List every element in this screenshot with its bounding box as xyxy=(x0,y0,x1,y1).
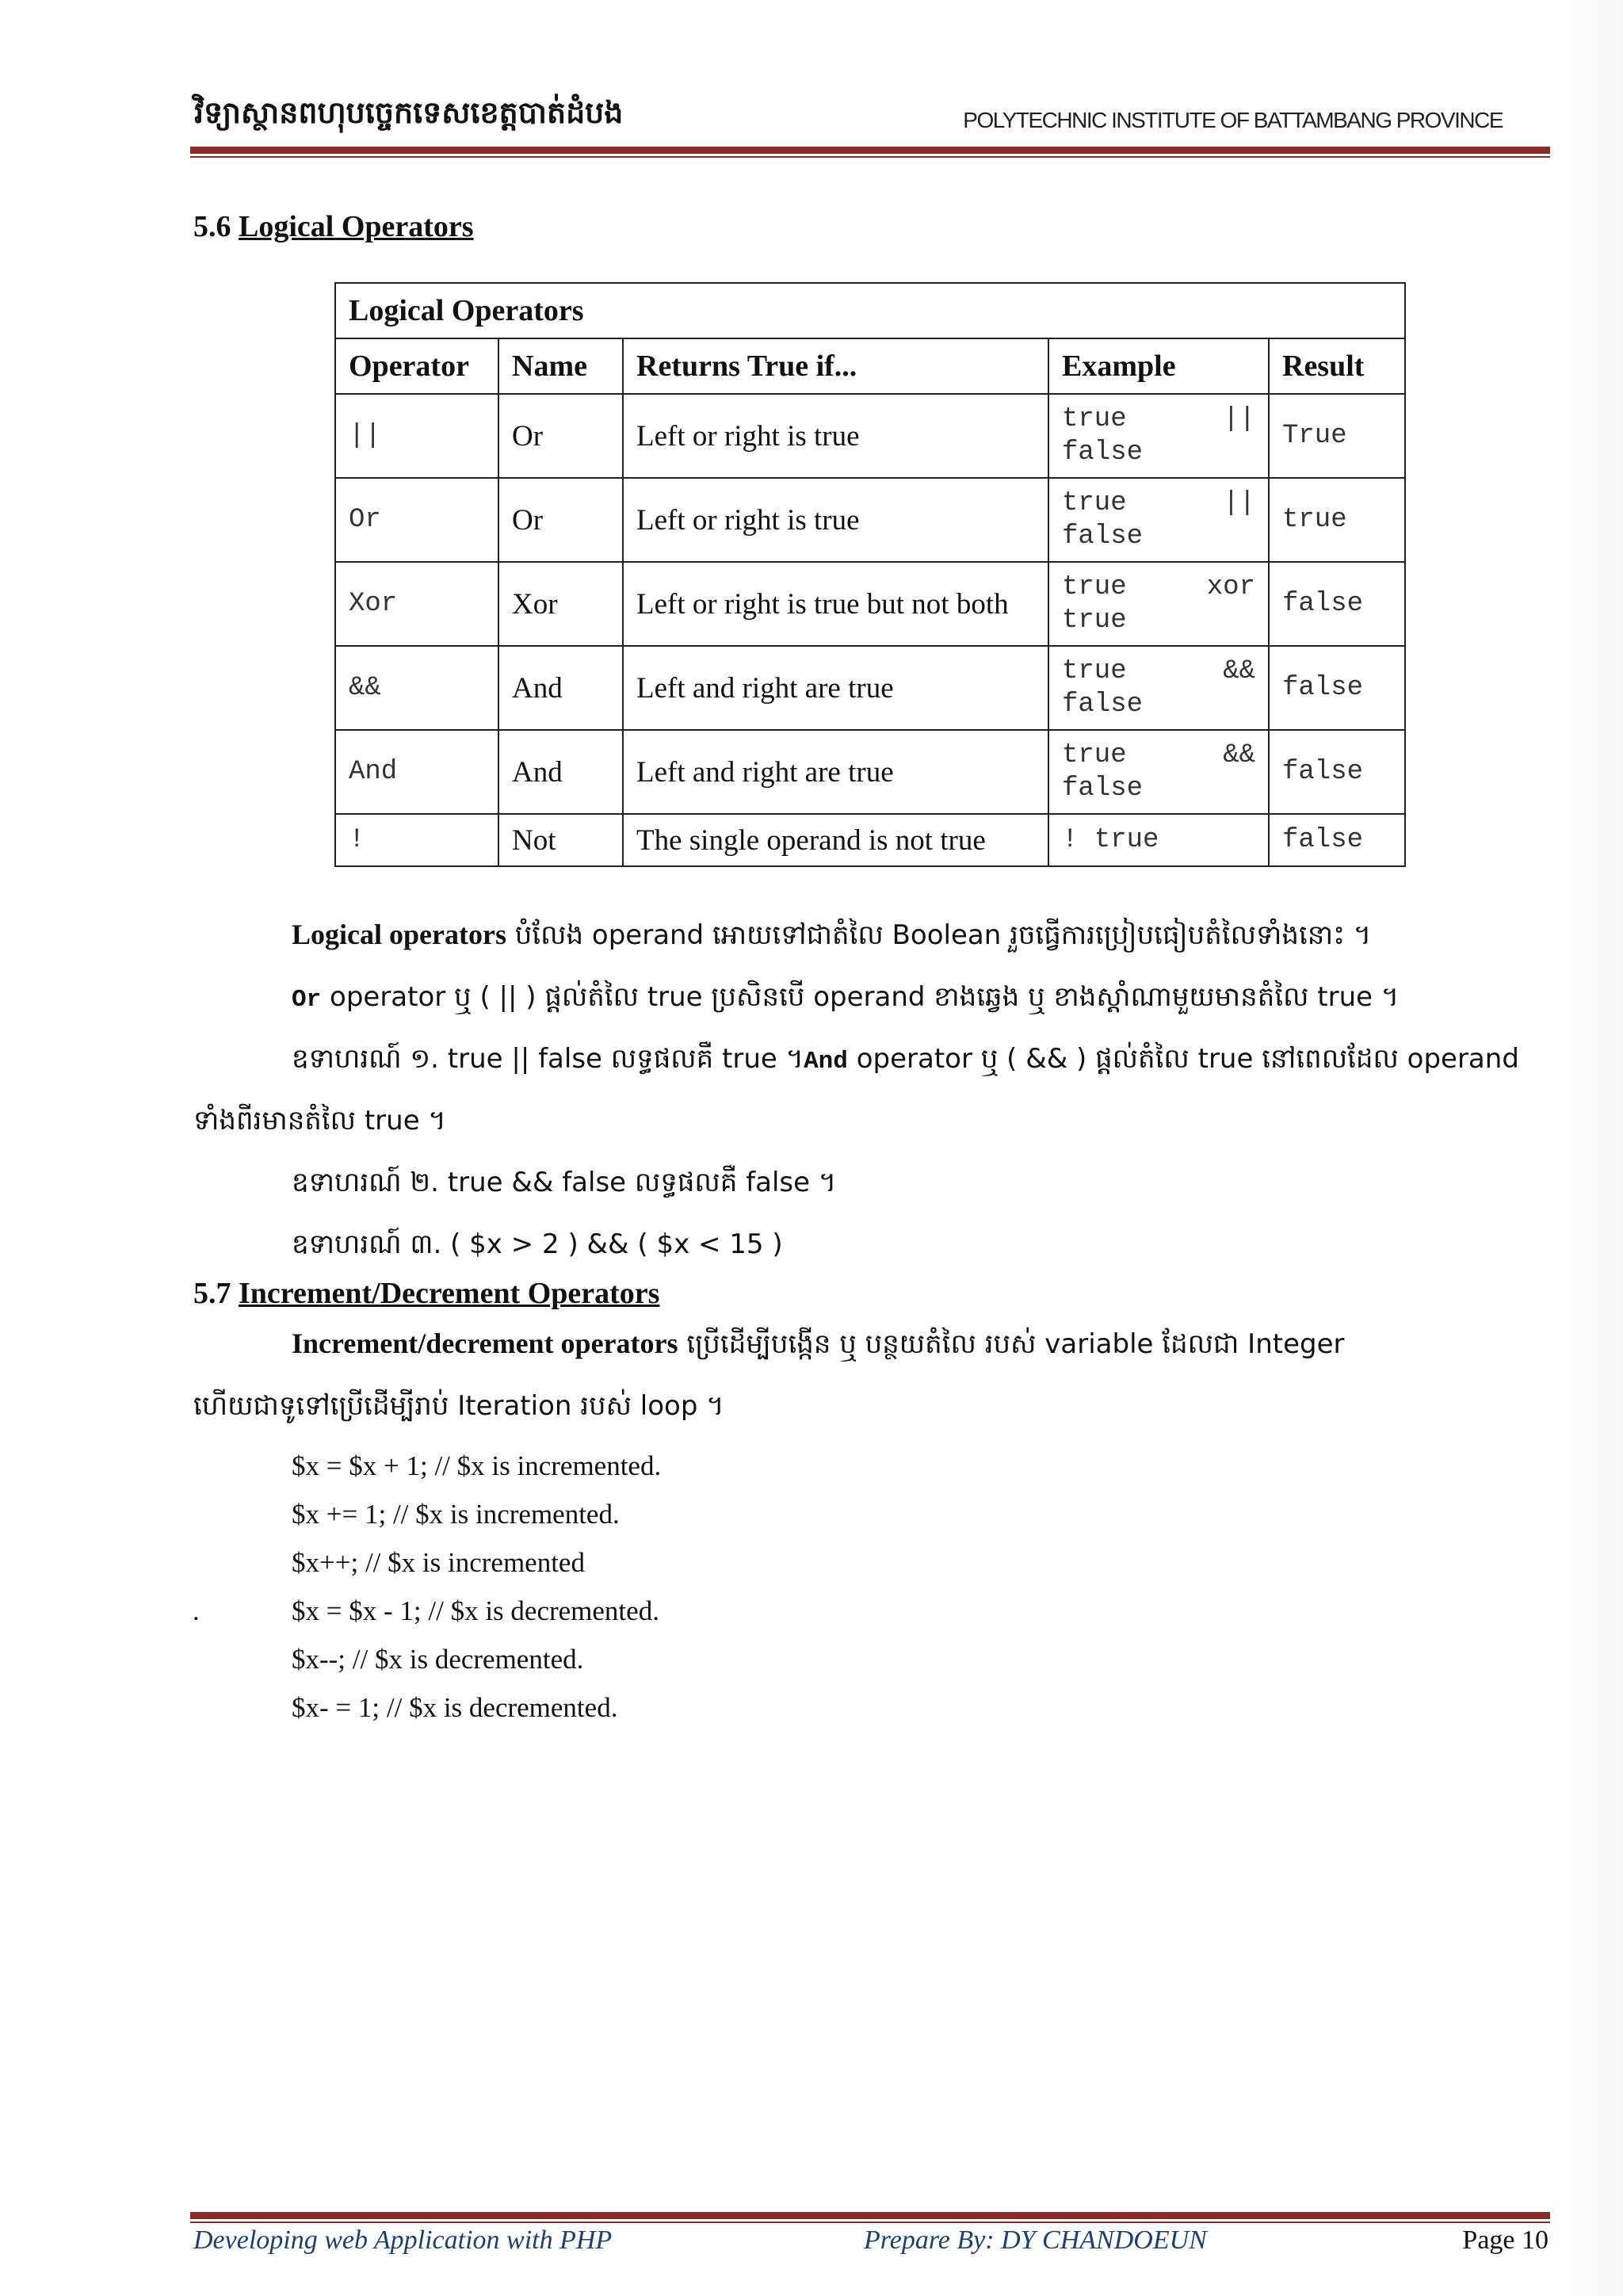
example-left: true xyxy=(1062,572,1127,602)
code-term: And xyxy=(804,1048,848,1075)
cell-result: false xyxy=(1269,730,1405,814)
code-line: $x--; // $x is decremented. xyxy=(292,1644,584,1675)
example-right: false xyxy=(1062,690,1144,720)
code-term: Or xyxy=(292,986,322,1014)
cell-result: false xyxy=(1269,646,1405,730)
cell-returns: Left or right is true xyxy=(623,478,1048,562)
table-header-row xyxy=(335,338,1405,394)
page-number: Page 10 xyxy=(1462,2225,1549,2255)
paragraph-text: operator ឬ ( && ) ផ្តល់តំលៃ true នៅពេលដែល operand xyxy=(847,1043,1519,1075)
example-right: true xyxy=(1062,606,1127,636)
section-number: 5.6 xyxy=(193,210,231,243)
paragraph-text: បំលែង operand អោយទៅជាតំលៃ Boolean រួចធ្វើការប្រៀបធៀបតំលៃទាំងនោះ ។ xyxy=(506,919,1372,951)
cell-returns: The single operand is not true xyxy=(623,814,1048,866)
example-left: true xyxy=(1062,488,1127,518)
table-row xyxy=(335,646,1405,730)
bold-term: Increment/decrement operators xyxy=(292,1328,678,1359)
cell-example xyxy=(1048,394,1269,478)
col-header: Operator xyxy=(335,338,498,394)
paragraph-text: operator ឬ ( || ) ផ្តល់តំលៃ true ប្រសិនបើ operand ខាងឆ្វេង ឬ ខាងស្តាំណាមួយមានតំលៃ true ។ xyxy=(321,981,1400,1013)
paragraph-example-2: ឧទាហរណ៍ ២. true && false លទ្ធផលគឺ false ។ xyxy=(292,1167,837,1198)
cell-example: ! true xyxy=(1048,814,1269,866)
scan-shading xyxy=(1552,0,1623,2296)
code-line: $x- = 1; // $x is decremented. xyxy=(292,1692,618,1723)
cell-operator: And xyxy=(335,730,498,814)
example-left: true xyxy=(1062,656,1127,686)
section-5-7-heading xyxy=(193,1276,659,1311)
cell-name: And xyxy=(498,730,623,814)
col-header: Result xyxy=(1269,338,1405,394)
paragraph-continuation: ហើយជាទូទៅប្រើដើម្បីរាប់ Iteration របស់ loop ។ xyxy=(193,1390,724,1422)
section-5-6-heading xyxy=(193,209,474,244)
header-khmer-title: វិទ្យាស្ថានពហុបច្ចេកទេសខេត្តបាត់ដំបង xyxy=(194,95,624,130)
example-op: xor xyxy=(1206,572,1255,602)
example-op: && xyxy=(1223,656,1255,686)
footer-course-title: Developing web Application with PHP xyxy=(193,2225,613,2255)
cell-example xyxy=(1048,562,1269,646)
paragraph-increment xyxy=(292,1327,1344,1366)
cell-operator: Xor xyxy=(335,562,498,646)
table-row xyxy=(335,394,1405,478)
header-rule-thin xyxy=(190,156,1550,158)
cell-returns: Left and right are true xyxy=(623,730,1048,814)
table-caption: Logical Operators xyxy=(335,283,1405,338)
example-right: false xyxy=(1062,774,1144,804)
logical-operators-table xyxy=(334,282,1406,867)
cell-name: Not xyxy=(498,814,623,866)
footer-rule xyxy=(190,2212,1550,2219)
cell-result: false xyxy=(1269,562,1405,646)
cell-example xyxy=(1048,730,1269,814)
cell-operator: || xyxy=(335,394,498,478)
page-header xyxy=(194,94,1550,149)
cell-result: true xyxy=(1269,478,1405,562)
example-left: true xyxy=(1062,740,1127,770)
cell-result: false xyxy=(1269,814,1405,866)
cell-operator: Or xyxy=(335,478,498,562)
paragraph-logical-operators xyxy=(292,918,1371,957)
code-line: $x = $x - 1; // $x is decremented. xyxy=(292,1595,659,1626)
table-row xyxy=(335,730,1405,814)
paragraph-example-1 xyxy=(292,1041,1519,1081)
paragraph-continuation: ទាំងពីរមានតំលៃ true ។ xyxy=(193,1105,446,1137)
section-number: 5.7 xyxy=(193,1277,231,1310)
section-title: Logical Operators xyxy=(239,210,474,243)
code-line: $x++; // $x is incremented xyxy=(292,1547,585,1578)
footer-author: Prepare By: DY CHANDOEUN xyxy=(864,2225,1207,2255)
table-row xyxy=(335,478,1405,562)
cell-example xyxy=(1048,478,1269,562)
cell-operator: && xyxy=(335,646,498,730)
col-header: Example xyxy=(1048,338,1269,394)
section-title: Increment/Decrement Operators xyxy=(239,1277,660,1310)
header-english-title: POLYTECHNIC INSTITUTE OF BATTAMBANG PROVINCE xyxy=(963,108,1503,132)
table-row xyxy=(335,562,1405,646)
col-header: Returns True if... xyxy=(623,338,1048,394)
header-rule xyxy=(190,147,1550,154)
cell-name: And xyxy=(498,646,623,730)
table-row xyxy=(335,814,1405,866)
cell-returns: Left or right is true but not both xyxy=(623,562,1048,646)
cell-returns: Left and right are true xyxy=(623,646,1048,730)
paragraph-text: ប្រើដើម្បីបង្កើន ឬ បន្ថយតំលៃ របស់ variable ដែលជា Integer xyxy=(678,1328,1345,1360)
example-left: true xyxy=(1062,404,1127,434)
example-right: false xyxy=(1062,521,1144,552)
cell-returns: Left or right is true xyxy=(623,394,1048,478)
cell-name: Xor xyxy=(498,562,623,646)
paragraph-text: ឧទាហរណ៍ ១. true || false លទ្ធផលគឺ true ។ xyxy=(292,1043,804,1075)
cell-name: Or xyxy=(498,478,623,562)
cell-name: Or xyxy=(498,394,623,478)
example-op: || xyxy=(1223,488,1255,518)
paragraph-example-3: ឧទាហរណ៍ ៣. ( $x > 2 ) && ( $x < 15 ) xyxy=(292,1228,783,1260)
footer-rule-thin xyxy=(190,2222,1550,2223)
example-op: && xyxy=(1223,740,1255,770)
code-line: $x = $x + 1; // $x is incremented. xyxy=(292,1450,662,1481)
bold-term: Logical operators xyxy=(292,919,506,950)
col-header: Name xyxy=(498,338,623,394)
cell-example xyxy=(1048,646,1269,730)
stray-dot: . xyxy=(193,1595,200,1626)
example-right: false xyxy=(1062,437,1144,468)
code-line: $x += 1; // $x is incremented. xyxy=(292,1499,620,1530)
paragraph-or-operator xyxy=(292,980,1399,1019)
cell-operator: ! xyxy=(335,814,498,866)
example-op: || xyxy=(1223,404,1255,434)
cell-result: True xyxy=(1269,394,1405,478)
